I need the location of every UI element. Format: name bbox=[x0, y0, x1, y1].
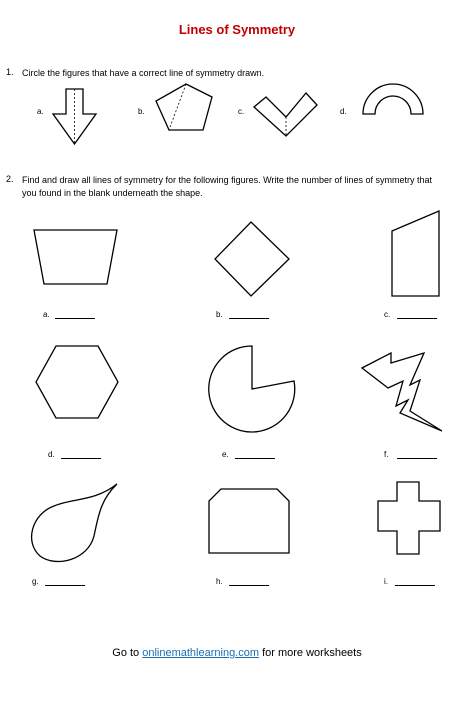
q1-label-c: c. bbox=[238, 107, 245, 116]
question-1-number: 1. bbox=[6, 67, 14, 77]
q2-answer-blank-c[interactable] bbox=[397, 318, 437, 319]
down-arrow-shape bbox=[52, 88, 98, 146]
worksheet-title: Lines of Symmetry bbox=[178, 22, 296, 37]
lightning-bolt-shape bbox=[360, 351, 444, 433]
question-2-text-line2: you found in the blank underneath the shape. bbox=[22, 188, 203, 198]
q2-answer-blank-b[interactable] bbox=[229, 318, 269, 319]
q2-label-d: d. bbox=[48, 450, 55, 459]
trapezoid-shape bbox=[33, 228, 119, 286]
q2-label-b: b. bbox=[216, 310, 223, 319]
q2-label-e: e. bbox=[222, 450, 229, 459]
teardrop-shape bbox=[30, 482, 120, 566]
question-2-number: 2. bbox=[6, 174, 14, 184]
hexagon-shape bbox=[34, 344, 120, 420]
arch-shape bbox=[362, 83, 424, 117]
footer-link[interactable]: onlinemathlearning.com bbox=[142, 647, 260, 659]
pentagon-shape bbox=[152, 83, 214, 133]
footer bbox=[0, 647, 474, 659]
q1-label-a: a. bbox=[37, 107, 44, 116]
q2-answer-blank-g[interactable] bbox=[45, 585, 85, 586]
q2-label-i: i. bbox=[384, 577, 388, 586]
q2-answer-blank-i[interactable] bbox=[395, 585, 435, 586]
q2-label-c: c. bbox=[384, 310, 391, 319]
q1-label-b: b. bbox=[138, 107, 145, 116]
footer-prefix: Go to bbox=[112, 647, 143, 659]
question-2-text-line1: Find and draw all lines of symmetry for the following figures. Write the number of lines of symmetry that bbox=[22, 175, 432, 185]
q2-answer-blank-a[interactable] bbox=[55, 318, 95, 319]
q1-label-d: d. bbox=[340, 107, 347, 116]
q2-label-a: a. bbox=[43, 310, 50, 319]
q2-label-g: g. bbox=[32, 577, 39, 586]
pac-circle-shape bbox=[208, 345, 298, 435]
q2-answer-blank-f[interactable] bbox=[397, 458, 437, 459]
diamond-shape bbox=[213, 220, 291, 298]
cross-shape bbox=[376, 480, 442, 556]
q2-answer-blank-e[interactable] bbox=[235, 458, 275, 459]
footer-suffix: for more worksheets bbox=[259, 647, 362, 659]
question-1-text: Circle the figures that have a correct line of symmetry drawn. bbox=[22, 68, 265, 78]
q2-label-f: f. bbox=[384, 450, 389, 459]
quadrilateral-shape bbox=[389, 209, 443, 299]
v-shape bbox=[253, 92, 319, 138]
q2-label-h: h. bbox=[216, 577, 223, 586]
q2-answer-blank-d[interactable] bbox=[61, 458, 101, 459]
clipped-rectangle-shape bbox=[207, 487, 291, 555]
q2-answer-blank-h[interactable] bbox=[229, 585, 269, 586]
